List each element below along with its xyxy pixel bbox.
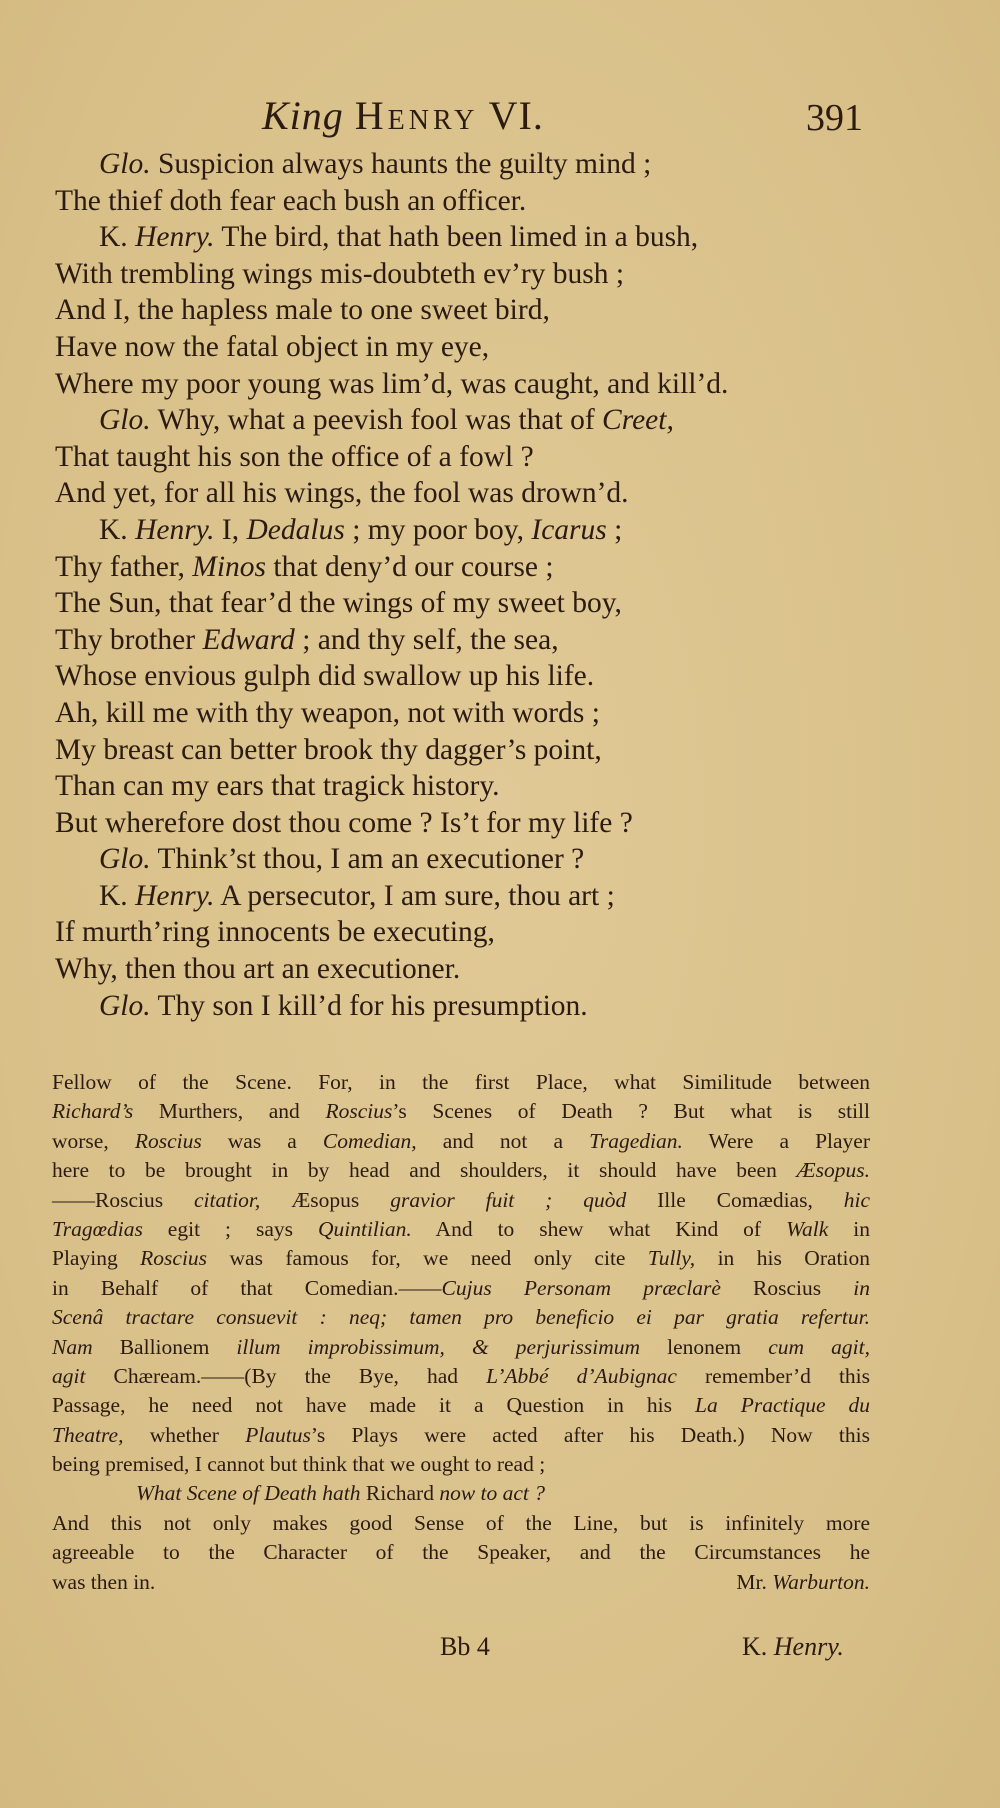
- catchword-prefix: K.: [742, 1632, 774, 1661]
- verse-line: [55, 366, 885, 403]
- verse-line: [55, 402, 885, 439]
- catchword-name: Henry.: [773, 1632, 844, 1661]
- verse-text: [55, 146, 885, 1024]
- text-run: Dedalus: [246, 513, 345, 546]
- verse-line: [55, 658, 885, 695]
- text-run: Why, then thou art an executioner.: [55, 953, 461, 986]
- text-run: The thief doth fear each bush an officer.: [55, 184, 527, 217]
- footnote-line: [52, 1538, 870, 1567]
- text-run: now to act ?: [439, 1481, 546, 1506]
- text-run: in: [853, 1275, 870, 1300]
- text-run: remember’d this: [676, 1363, 871, 1388]
- text-run: La Practique du: [694, 1393, 870, 1418]
- text-run: Playing: [52, 1246, 141, 1271]
- text-run: K.: [99, 879, 136, 912]
- text-run: Edward: [202, 623, 295, 656]
- text-run: Thy brother: [55, 623, 203, 656]
- text-run: Scenâ tractare consuevit : neq; tamen pro beneficio ei par gratia refertur.: [52, 1305, 870, 1330]
- text-run: Henry.: [135, 513, 215, 546]
- text-run: ’s Scenes of Death ? But what is still: [392, 1099, 870, 1124]
- footnote-line: [52, 1244, 870, 1273]
- footnote-line: [52, 1568, 870, 1597]
- text-run: Minos: [192, 550, 266, 583]
- text-run: in his Oration: [695, 1246, 870, 1271]
- text-run: Comedian,: [322, 1128, 417, 1153]
- footnote-line: [52, 1127, 870, 1156]
- verse-line: [55, 695, 885, 732]
- text-run: Ballionem: [92, 1334, 237, 1359]
- verse-line: [55, 219, 885, 256]
- text-run: Tragœdias: [52, 1216, 143, 1241]
- footnote-line: [52, 1479, 870, 1508]
- text-run: Ah, kill me with thy weapon, not with words ;: [55, 696, 600, 729]
- verse-line: [55, 988, 885, 1025]
- text-run: and not a: [416, 1128, 590, 1153]
- verse-line: [55, 585, 885, 622]
- text-run: Whose envious gulph did swallow up his life.: [55, 660, 595, 693]
- text-run: ’s Plays were acted after his Death.) Now this: [310, 1422, 871, 1447]
- text-run: Tragedian.: [589, 1128, 683, 1153]
- text-run: Glo.: [99, 404, 151, 437]
- page-number: 391: [806, 97, 863, 139]
- text-run: Richard’s: [52, 1099, 134, 1124]
- running-title: [262, 92, 544, 139]
- text-run: Warburton.: [772, 1569, 870, 1594]
- verse-line: [55, 878, 885, 915]
- text-run: ——Roscius: [52, 1187, 194, 1212]
- text-run: L’Abbé d’Aubignac: [486, 1363, 677, 1388]
- text-run: Thy son I kill’d for his presumption.: [150, 989, 588, 1022]
- verse-line: [55, 292, 885, 329]
- text-run: But wherefore dost thou come ? Is’t for my life ?: [55, 806, 633, 839]
- text-run: agreeable to the Character of the Speaker, and the Circumstances he: [52, 1540, 870, 1565]
- text-run: Thy father,: [55, 550, 193, 583]
- text-run: here to be brought in by head and shoulders, it should have been: [52, 1158, 797, 1183]
- text-run: If murth’ring innocents be executing,: [55, 916, 495, 949]
- footnote-line: [52, 1391, 870, 1420]
- footnote-line: [52, 1186, 870, 1215]
- verse-line: [55, 841, 885, 878]
- running-header: [0, 92, 1000, 142]
- text-run: hic: [843, 1187, 871, 1212]
- verse-line: [55, 732, 885, 769]
- text-run: Theatre,: [52, 1422, 124, 1447]
- verse-line: [55, 475, 885, 512]
- text-run: Roscius: [720, 1275, 854, 1300]
- text-run: Nam: [52, 1334, 93, 1359]
- title-henry: Henry: [354, 93, 479, 138]
- footnote-line: [52, 1450, 870, 1479]
- text-run: That taught his son the office of a fowl ?: [55, 440, 534, 473]
- text-run: Why, what a peevish fool was that of: [150, 404, 603, 437]
- text-run: Than can my ears that tragick history.: [55, 770, 500, 803]
- text-run: whether: [123, 1422, 246, 1447]
- text-run: worse,: [52, 1128, 135, 1153]
- catchword: [742, 1632, 844, 1662]
- verse-line: [55, 146, 885, 183]
- text-run: Chæream.——(By the Bye, had: [85, 1363, 487, 1388]
- text-run: K.: [99, 513, 136, 546]
- text-run: agit: [52, 1363, 86, 1388]
- text-run: I,: [214, 513, 247, 546]
- verse-line: [55, 622, 885, 659]
- text-run: And I, the hapless male to one sweet bird,: [55, 294, 550, 327]
- text-run: Roscius: [134, 1128, 202, 1153]
- title-king: King: [262, 93, 344, 138]
- text-run: Plautus: [245, 1422, 311, 1447]
- verse-line: [55, 951, 885, 988]
- verse-line: [55, 183, 885, 220]
- text-run: Glo.: [99, 843, 151, 876]
- verse-line: [55, 914, 885, 951]
- signature-mark: Bb 4: [440, 1632, 490, 1661]
- text-run: citatior,: [194, 1187, 261, 1212]
- text-run: Tully,: [647, 1246, 696, 1271]
- footnote-line: [52, 1274, 870, 1303]
- footnote-line: [52, 1097, 870, 1126]
- text-run: [552, 1188, 583, 1212]
- text-run: Creet,: [602, 404, 674, 437]
- footnote-line: [52, 1215, 870, 1244]
- text-run: in Behalf of that Comedian.——: [52, 1275, 442, 1300]
- footnote-line: [52, 1333, 870, 1362]
- text-run: that deny’d our course ;: [266, 550, 554, 583]
- text-run: Think’st thou, I am an executioner ?: [150, 843, 585, 876]
- text-run: ; and thy self, the sea,: [294, 623, 559, 656]
- text-run: Ille Comædias,: [626, 1187, 844, 1212]
- text-run: Richard: [360, 1481, 440, 1506]
- footnote-line: [52, 1156, 870, 1185]
- text-run: With trembling wings mis-doubteth ev’ry bush ;: [55, 257, 625, 290]
- footnote-text: [52, 1068, 870, 1597]
- text-run: Have now the fatal object in my eye,: [55, 330, 490, 363]
- text-run: Henry.: [135, 221, 215, 254]
- text-run: What Scene of Death hath: [136, 1481, 361, 1506]
- text-run: The bird, that hath been limed in a bush,: [214, 221, 699, 254]
- text-run: egit ; says: [142, 1216, 318, 1241]
- text-run: And to shew what Kind of: [411, 1216, 787, 1241]
- text-run: Where my poor young was lim’d, was caught, and kill’d.: [55, 367, 729, 400]
- text-run: was a: [201, 1128, 323, 1153]
- text-run: ; my poor boy,: [344, 513, 532, 546]
- text-run: in: [828, 1216, 870, 1241]
- line-start: [52, 1568, 155, 1597]
- text-run: Roscius: [325, 1099, 393, 1124]
- text-run: And this not only makes good Sense of the Line, but is infinitely more: [52, 1510, 870, 1535]
- text-run: lenonem: [640, 1334, 769, 1359]
- footnote-line: [52, 1421, 870, 1450]
- text-run: And yet, for all his wings, the fool was drown’d.: [55, 477, 629, 510]
- text-run: The Sun, that fear’d the wings of my sweet boy,: [55, 587, 622, 620]
- text-run: illum improbissimum, & perjurissimum: [236, 1334, 641, 1359]
- footnote-line: [52, 1509, 870, 1538]
- text-run: cum agit,: [768, 1334, 870, 1359]
- verse-line: [55, 256, 885, 293]
- text-run: being premised, I cannot but think that we ought to read ;: [52, 1452, 546, 1477]
- text-run: quòd: [583, 1187, 627, 1212]
- text-run: Mr.: [736, 1569, 773, 1594]
- text-run: ;: [606, 513, 623, 546]
- verse-line: [55, 805, 885, 842]
- text-run: Walk: [786, 1216, 829, 1241]
- text-run: Were a Player: [682, 1128, 870, 1153]
- text-run: Æsopus: [260, 1187, 391, 1212]
- text-run: Glo.: [99, 989, 151, 1022]
- text-run: Murthers, and: [133, 1099, 326, 1124]
- title-vi: VI.: [488, 93, 544, 138]
- text-run: Roscius: [140, 1246, 208, 1271]
- text-run: K.: [99, 221, 136, 254]
- text-run: Æsopus.: [796, 1158, 870, 1183]
- verse-line: [55, 439, 885, 476]
- attribution: [736, 1568, 870, 1597]
- text-run: Cujus Personam præclarè: [441, 1275, 721, 1300]
- text-run: gravior fuit ;: [390, 1187, 553, 1212]
- text-run: Glo.: [99, 148, 151, 180]
- text-run: was then in.: [52, 1569, 156, 1594]
- text-run: A persecutor, I am sure, thou art ;: [214, 879, 615, 912]
- text-run: Suspicion always haunts the guilty mind ;: [150, 148, 652, 180]
- footnote-line: [52, 1362, 870, 1391]
- text-run: was famous for, we need only cite: [207, 1246, 648, 1271]
- text-run: Henry.: [135, 879, 215, 912]
- verse-line: [55, 512, 885, 549]
- footnote-line: [52, 1068, 870, 1097]
- footnote-line: [52, 1303, 870, 1332]
- verse-line: [55, 768, 885, 805]
- verse-line: [55, 549, 885, 586]
- text-run: Icarus: [531, 513, 607, 546]
- text-run: Quintilian.: [317, 1216, 412, 1241]
- text-run: Passage, he need not have made it a Question in his: [52, 1393, 695, 1418]
- text-run: My breast can better brook thy dagger’s point,: [55, 733, 602, 766]
- verse-line: [55, 329, 885, 366]
- text-run: Fellow of the Scene. For, in the first Place, what Similitude between: [52, 1070, 870, 1094]
